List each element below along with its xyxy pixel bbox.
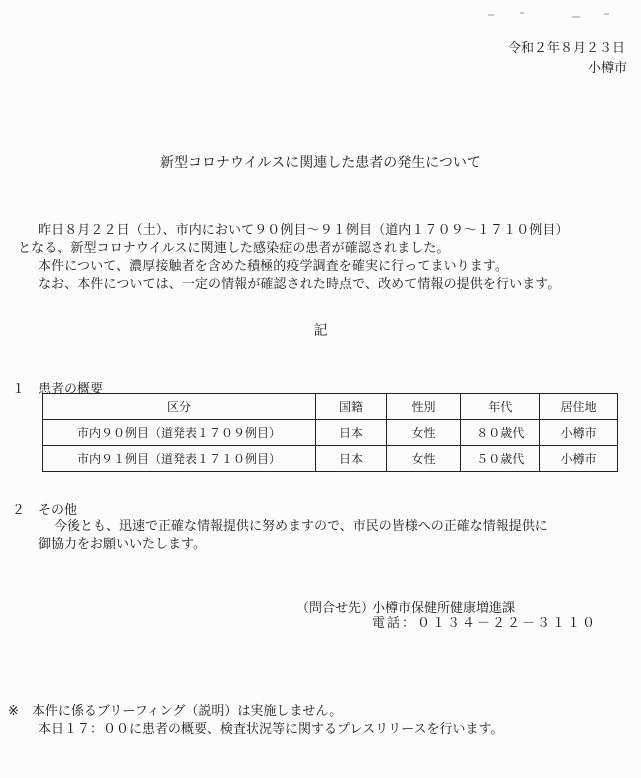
issuer-name: 小樽市 (587, 61, 627, 76)
table-row (43, 446, 618, 472)
table-header-row (43, 394, 618, 420)
section-2-heading: ２ その他 (12, 503, 78, 518)
patient-summary-table (42, 393, 618, 472)
header-kubun: 区分 (43, 394, 316, 420)
document-title: 新型コロナウイルスに関連した患者の発生について (160, 155, 481, 171)
table-row (43, 420, 618, 446)
body-line-2: となる、新型コロナウイルスに関連した感染症の患者が確認されました。 (18, 241, 450, 256)
cell-seibetsu: 女性 (386, 446, 460, 472)
ki-heading: 記 (313, 323, 328, 339)
scan-speck (488, 14, 494, 16)
cell-kyojuchi: 小樽市 (540, 446, 618, 472)
scan-speck (520, 12, 524, 14)
header-kokuseki: 国籍 (316, 394, 387, 420)
body-line-1: 昨日８月２２日（土）、市内において９０例目～９１例目（道内１７０９～１７１０例目） (38, 223, 569, 238)
cell-nendai: ８０歳代 (461, 420, 540, 446)
section-2-line-2: 御協力をお願いいたします。 (38, 537, 206, 552)
cell-seibetsu: 女性 (386, 420, 460, 446)
cell-kyojuchi: 小樽市 (540, 420, 618, 446)
section-2-line-1: 今後とも、迅速で正確な情報提供に努めますので、市民の皆様への正確な情報提供に (54, 519, 548, 534)
header-kyojuchi: 居住地 (540, 394, 618, 420)
header-nendai: 年代 (461, 394, 540, 420)
note-line-2: 本日１７：００に患者の概要、検査状況等に関するプレスリリースを行います。 (38, 722, 504, 737)
body-line-4: なお、本件については、一定の情報が確認された時点で、改めて情報の提供を行います。 (38, 277, 561, 292)
cell-kubun: 市内９１例目（道発表１７１０例目） (43, 446, 316, 472)
contact-department: 小樽市保健所健康増進課 (372, 601, 516, 616)
note-line-1: ※ 本件に係るブリーフィング（説明）は実施しません。 (8, 704, 343, 719)
scan-speck (572, 16, 580, 18)
body-line-3: 本件について、濃厚接触者を含めた積極的疫学調査を確実に行ってまいります。 (38, 259, 509, 274)
cell-kubun: 市内９０例目（道発表１７０９例目） (43, 420, 316, 446)
issue-date: 令和２年８月２３日 (507, 41, 625, 56)
contact-label: （問合せ先） (296, 601, 375, 616)
contact-phone: 電話：０１３４－２２－３１１０ (372, 616, 598, 631)
scan-speck (604, 13, 609, 15)
cell-kokuseki: 日本 (316, 420, 387, 446)
section-1-heading: １ 患者の概要 (12, 382, 104, 397)
cell-nendai: ５０歳代 (461, 446, 540, 472)
cell-kokuseki: 日本 (316, 446, 387, 472)
header-seibetsu: 性別 (386, 394, 460, 420)
